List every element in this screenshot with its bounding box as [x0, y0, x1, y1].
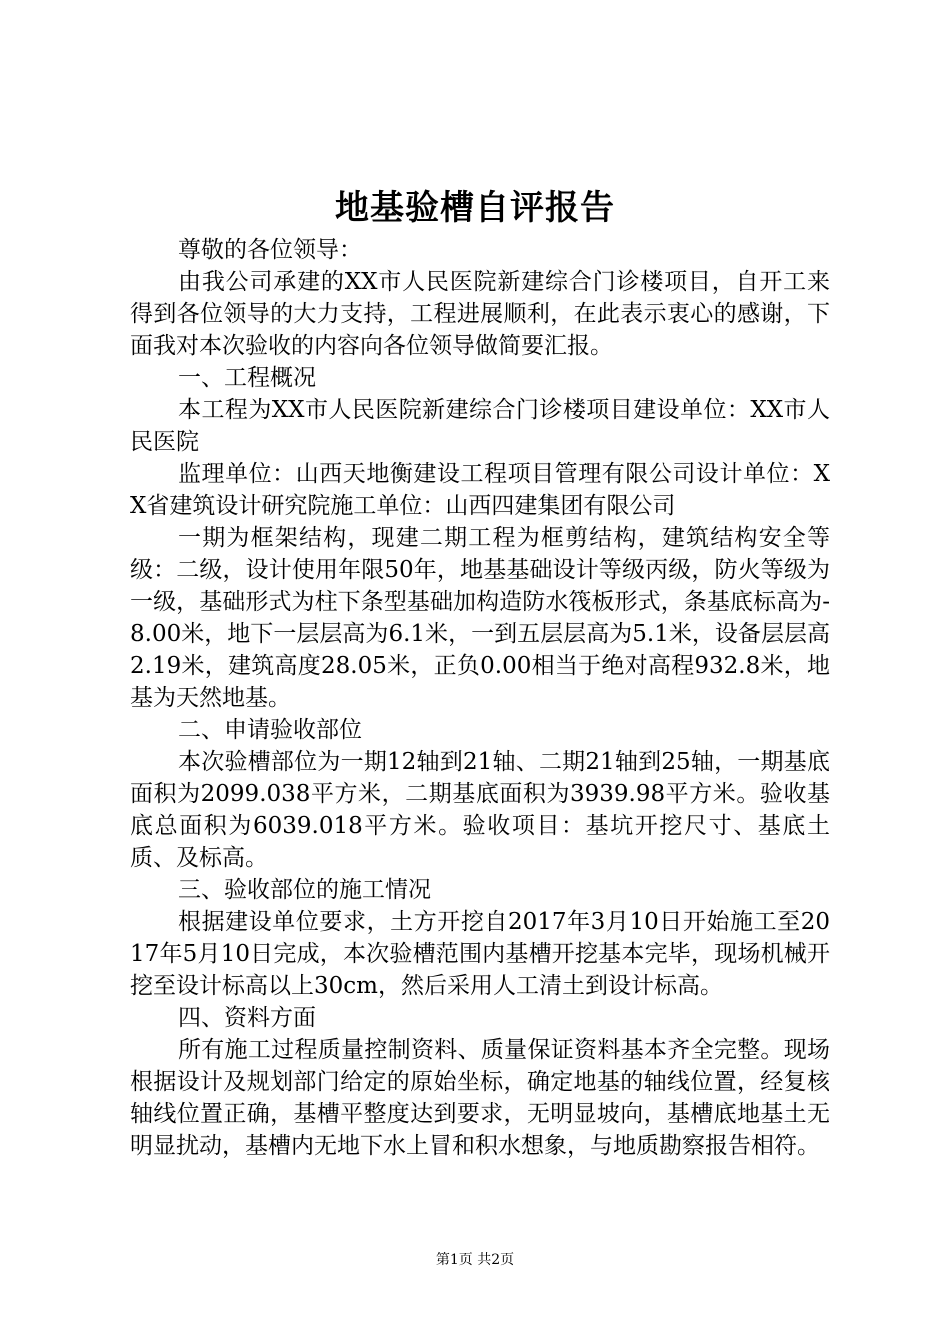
page-footer: 第1页 共2页 [435, 1252, 515, 1268]
paragraph-units: 监理单位：山西天地衡建设工程项目管理有限公司设计单位：XX省建筑设计研究院施工单位：山西四建集团有限公司 [130, 461, 830, 519]
heading-construction: 三、验收部位的施工情况 [178, 877, 431, 903]
document-body [130, 234, 830, 1162]
paragraph-project-owner: 本工程为XX市人民医院新建综合门诊楼项目建设单位：XX市人民医院 [130, 397, 830, 455]
heading-project-overview: 一、工程概况 [178, 365, 316, 391]
paragraph-acceptance-area: 本次验槽部位为一期12轴到21轴、二期21轴到25轴，一期基底面积为2099.038平方米，二期基底面积为3939.98平方米。验收基底总面积为6039.018平方米。验收项目：基坑开挖尺寸、基底土质、及标高。 [130, 749, 830, 871]
document-title: 地基验槽自评报告 [335, 188, 615, 228]
paragraph-structure: 一期为框架结构，现建二期工程为框剪结构，建筑结构安全等级：二级，设计使用年限50年，地基基础设计等级丙级，防火等级为一级，基础形式为柱下条型基础加构造防水筏板形式，条基底标高为-8.00米，地下一层层高为6.1米，一到五层层高为5.1米，设备层层高2.19米，建筑高度28.05米，正负0.00相当于绝对高程932.8米，地基为天然地基。 [130, 525, 830, 711]
heading-acceptance-area: 二、申请验收部位 [178, 717, 362, 743]
paragraph-documents: 所有施工过程质量控制资料、质量保证资料基本齐全完整。现场根据设计及规划部门给定的原始坐标，确定地基的轴线位置，经复核轴线位置正确，基槽平整度达到要求，无明显坡向，基槽底地基土无明显扰动，基槽内无地下水上冒和积水想象，与地质勘察报告相符。 [130, 1037, 830, 1159]
salutation: 尊敬的各位领导： [178, 237, 362, 263]
paragraph-construction: 根据建设单位要求，土方开挖自2017年3月10日开始施工至2017年5月10日完成，本次验槽范围内基槽开挖基本完毕，现场机械开挖至设计标高以上30cm，然后采用人工清土到设计标高。 [130, 909, 830, 999]
paragraph-intro: 由我公司承建的XX市人民医院新建综合门诊楼项目，自开工来得到各位领导的大力支持，工程进展顺利，在此表示衷心的感谢，下面我对本次验收的内容向各位领导做简要汇报。 [130, 269, 830, 359]
heading-documents: 四、资料方面 [178, 1005, 316, 1031]
